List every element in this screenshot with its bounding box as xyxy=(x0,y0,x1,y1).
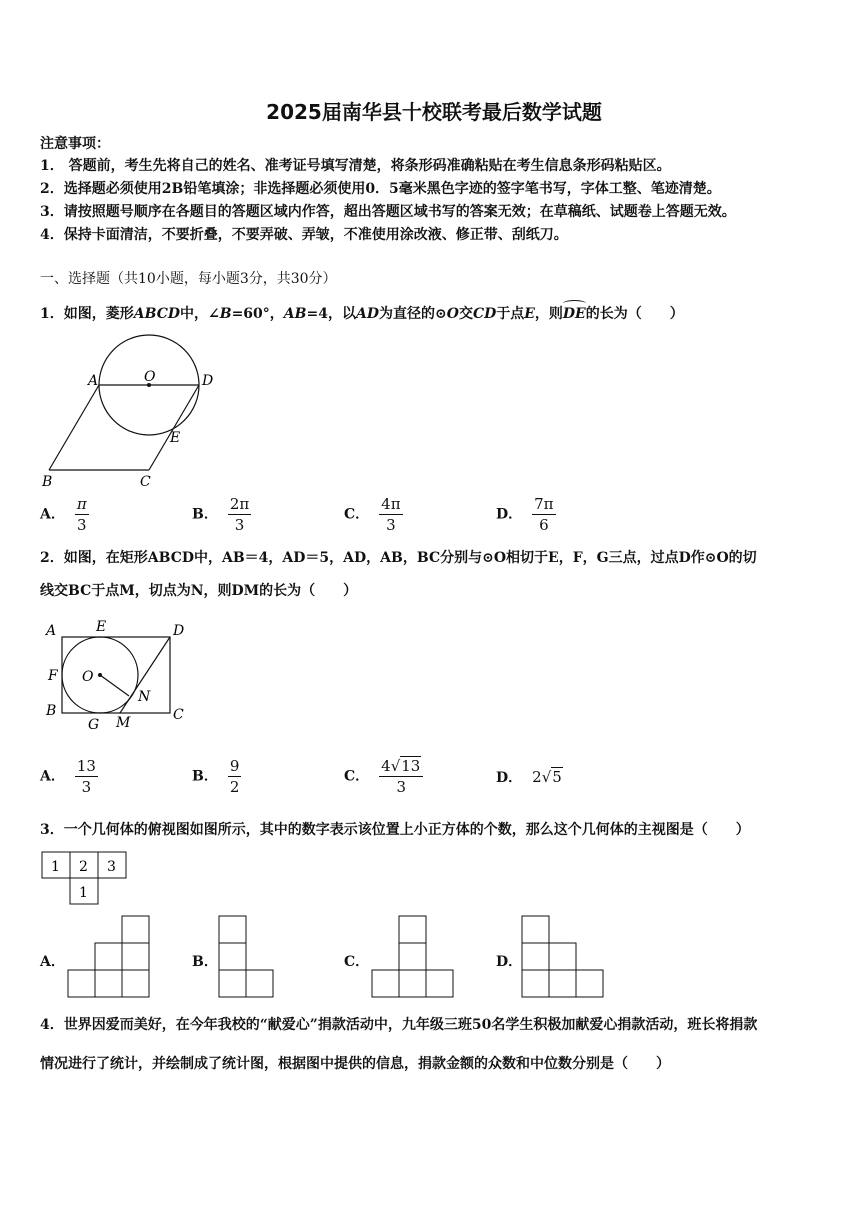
q3-option-b-label[interactable]: B． xyxy=(192,954,218,970)
q3-option-b-figure[interactable] xyxy=(217,914,277,1000)
question-4-line-2: 情况进行了统计，并绘制成了统计图，根据图中提供的信息，捐款金额的众数和中位数分别是（ ） xyxy=(40,1056,670,1072)
fig1-label-b: B xyxy=(42,474,53,490)
fig2-label-g: G xyxy=(88,717,100,733)
q1-option-c[interactable]: C． $\frac{4\pi}{3}$ xyxy=(344,495,401,534)
notice-item-2: 2．选择题必须使用2B铅笔填涂；非选择题必须使用0．5毫米黑色字迹的签字笔书写，字体工整、笔迹清楚。 xyxy=(40,181,721,197)
fig1-label-e: E xyxy=(170,430,181,446)
q2-option-c[interactable]: C． $\frac{4√13}{3}$ xyxy=(344,756,423,797)
notice-item-3: 3．请按照题号顺序在各题目的答题区域内作答，超出答题区域书写的答案无效；在草稿纸、试题卷上答题无效。 xyxy=(40,204,736,220)
grid-cell-1: 1 xyxy=(51,859,60,875)
question-2-figure xyxy=(40,615,200,735)
fig2-label-n: N xyxy=(138,689,151,705)
grid-cell-3: 3 xyxy=(107,859,116,875)
q3-option-c-figure[interactable] xyxy=(370,914,456,1000)
q1-option-a[interactable]: A． $\frac{\pi}{3}$ xyxy=(40,495,87,534)
q3-option-d-figure[interactable] xyxy=(520,914,606,1000)
grid-cell-4: 1 xyxy=(79,885,88,901)
q1-option-d[interactable]: D． $\frac{7\pi}{6}$ xyxy=(496,495,554,534)
question-1-figure xyxy=(40,330,230,490)
grid-cell-2: 2 xyxy=(79,859,88,875)
fig1-label-c: C xyxy=(140,474,151,490)
question-4-line-1: 4．世界因爱而美好，在今年我校的“献爱心”捐款活动中，九年级三班50名学生积极加献爱心捐款活动，班长将捐款 xyxy=(40,1017,758,1033)
notice-item-4: 4．保持卡面清洁，不要折叠，不要弄破、弄皱，不准使用涂改液、修正带、刮纸刀。 xyxy=(40,227,568,243)
question-2-line-1: 2．如图，在矩形ABCD中，AB＝4，AD＝5，AD，AB，BC分别与⊙O相切于E，F，G三点，过点D作⊙O的切 xyxy=(40,550,757,566)
q2-option-d[interactable]: D． 2√5 xyxy=(496,768,562,786)
question-3-text: 3．一个几何体的俯视图如图所示，其中的数字表示该位置上小正方体的个数，那么这个几何体的主视图是（ ） xyxy=(40,822,750,838)
q1-option-b[interactable]: B． $\frac{2\pi}{3}$ xyxy=(192,495,250,534)
fig2-label-e: E xyxy=(96,619,107,635)
question-2-line-2: 线交BC于点M，切点为N，则DM的长为（ ） xyxy=(40,583,358,599)
notice-heading: 注意事项： xyxy=(40,136,110,152)
fig2-label-c: C xyxy=(173,707,184,723)
fig1-label-a: A xyxy=(88,373,99,389)
question-1-text: 1．如图，菱形ABCD中，∠B=60°，AB=4，以AD为直径的⊙O交CD于点E，则 DE的长为（ ） xyxy=(40,302,684,323)
section-heading: 一、选择题（共10小题，每小题3分，共30分） xyxy=(40,271,337,287)
q2-option-b[interactable]: B． $\frac{9}{2}$ xyxy=(192,757,240,796)
fig2-label-f: F xyxy=(48,668,58,684)
q3-option-a-figure[interactable] xyxy=(66,914,152,1000)
page-title: 2025届南华县十校联考最后数学试题 xyxy=(266,100,602,124)
fig2-label-d: D xyxy=(173,623,185,639)
arc-de-label: DE xyxy=(562,306,586,322)
q2-option-a[interactable]: A． $\frac{13}{3}$ xyxy=(40,757,96,796)
fig2-label-a: A xyxy=(46,623,57,639)
q3-option-d-label[interactable]: D． xyxy=(496,954,523,970)
fig1-label-d: D xyxy=(202,373,214,389)
fig2-label-o: O xyxy=(82,669,94,685)
notice-item-1: 1． 答题前，考生先将自己的姓名、准考证号填写清楚，将条形码准确粘贴在考生信息条形码粘贴区。 xyxy=(40,158,671,174)
fig2-label-m: M xyxy=(116,715,131,731)
q3-option-a-label[interactable]: A． xyxy=(40,954,65,970)
q3-option-c-label[interactable]: C． xyxy=(344,954,370,970)
question-3-top-view xyxy=(40,850,130,908)
fig1-label-o: O xyxy=(144,369,156,385)
fig2-label-b: B xyxy=(46,703,57,719)
